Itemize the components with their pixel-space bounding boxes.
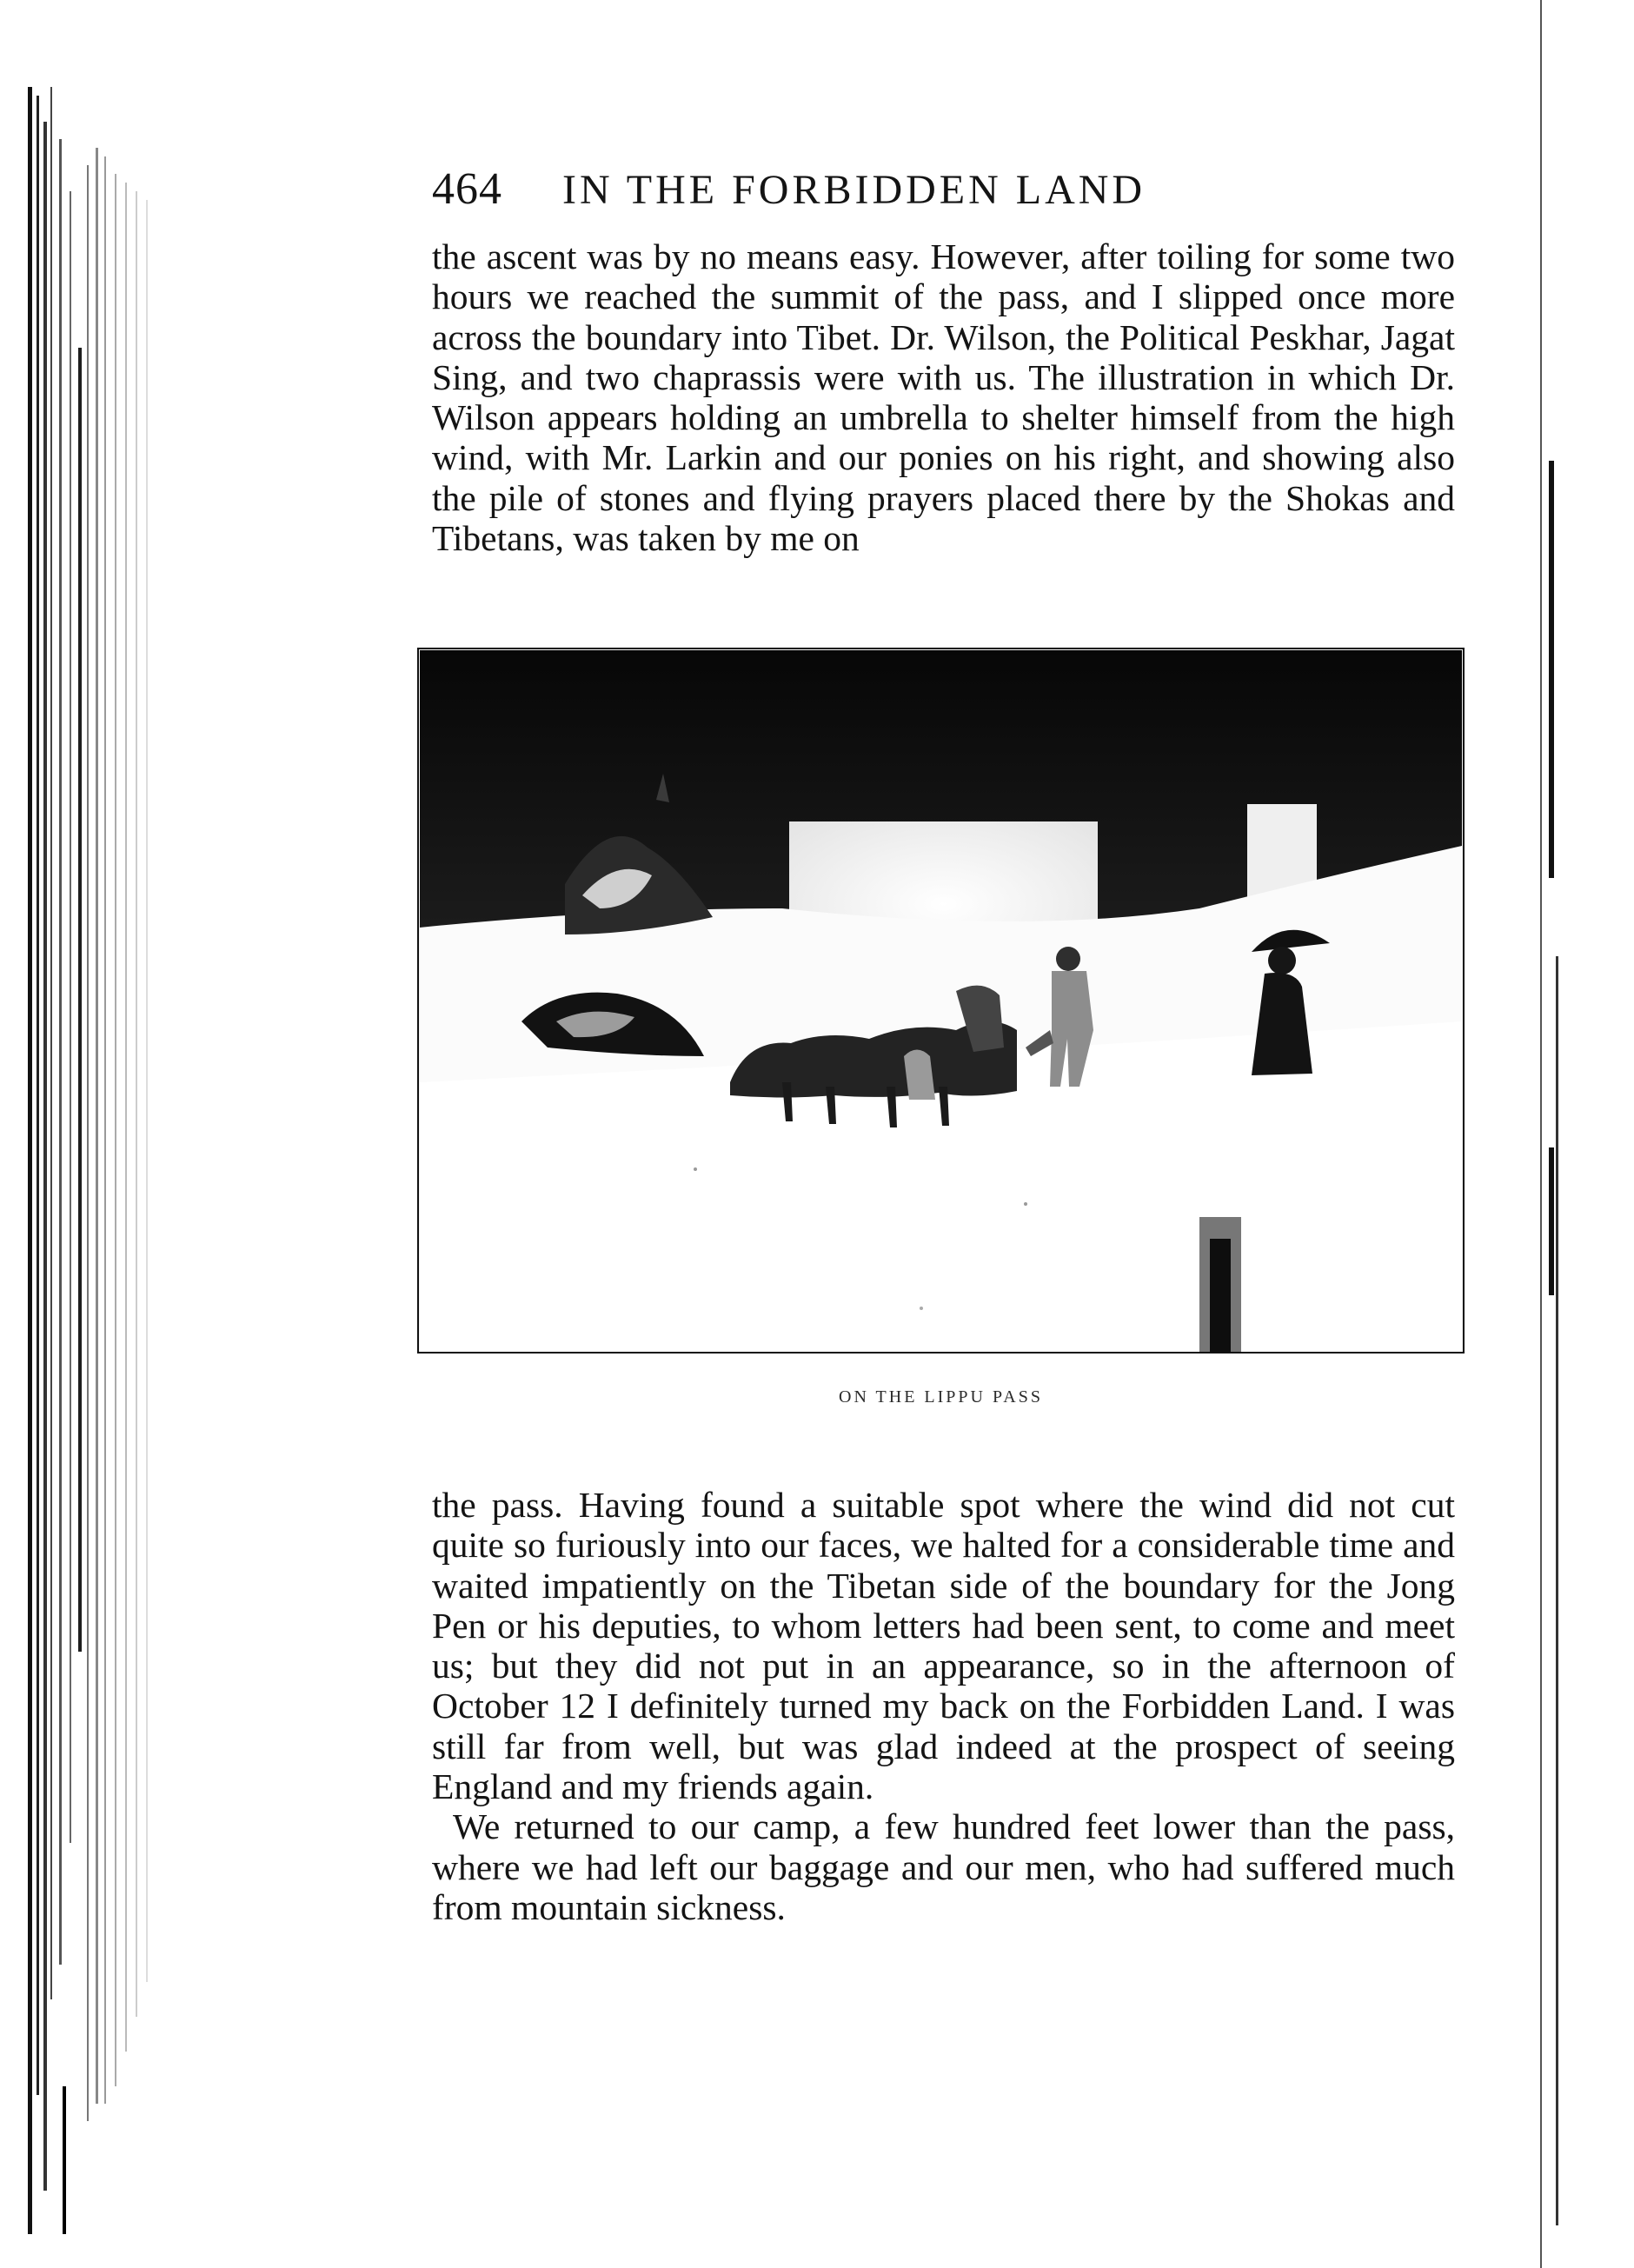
body-text-top	[432, 236, 1455, 558]
running-header	[432, 163, 1458, 224]
lippu-pass-photograph	[417, 648, 1465, 1353]
photo-plate	[417, 648, 1465, 1353]
figure-caption: ON THE LIPPU PASS	[839, 1387, 1043, 1407]
paragraph: the pass. Having found a suitable spot where the wind did not cut quite so furiously into our faces, we halted for a considerable time and waited impatiently on the Tibetan side of the boundary for the Jong Pen or his deputies, to whom letters had been sent, to come and meet us; but they did not put in an appearance, so in the afternoon of October 12 I definitely turned my back on the Forbidden Land. I was still far from well, but was glad indeed at the prospect of seeing England and my friends again.	[432, 1485, 1455, 1807]
paragraph: We returned to our camp, a few hundred feet lower than the pass, where we had left our baggage and our men, who had suffered much from mountain sickness.	[432, 1806, 1455, 1927]
page-right-edge	[1530, 0, 1634, 2268]
body-text-bottom	[432, 1485, 1455, 1927]
page-binding-edge	[24, 87, 181, 2234]
page-number: 464	[432, 164, 502, 214]
paragraph: the ascent was by no means easy. However, after toiling for some two hours we reached the summit of the pass, and I slipped once more across the boundary into Tibet. Dr. Wilson, the Political Peskhar, Jagat Sing, and two chaprassis were with us. The illustration in which Dr. Wilson appears holding an umbrella to shelter himself from the high wind, with Mr. Larkin and our ponies on his right, and showing also the pile of stones and flying prayers placed there by the Shokas and Tibetans, was taken by me on	[432, 236, 1455, 559]
running-head-title: IN THE FORBIDDEN LAND	[562, 167, 1146, 213]
